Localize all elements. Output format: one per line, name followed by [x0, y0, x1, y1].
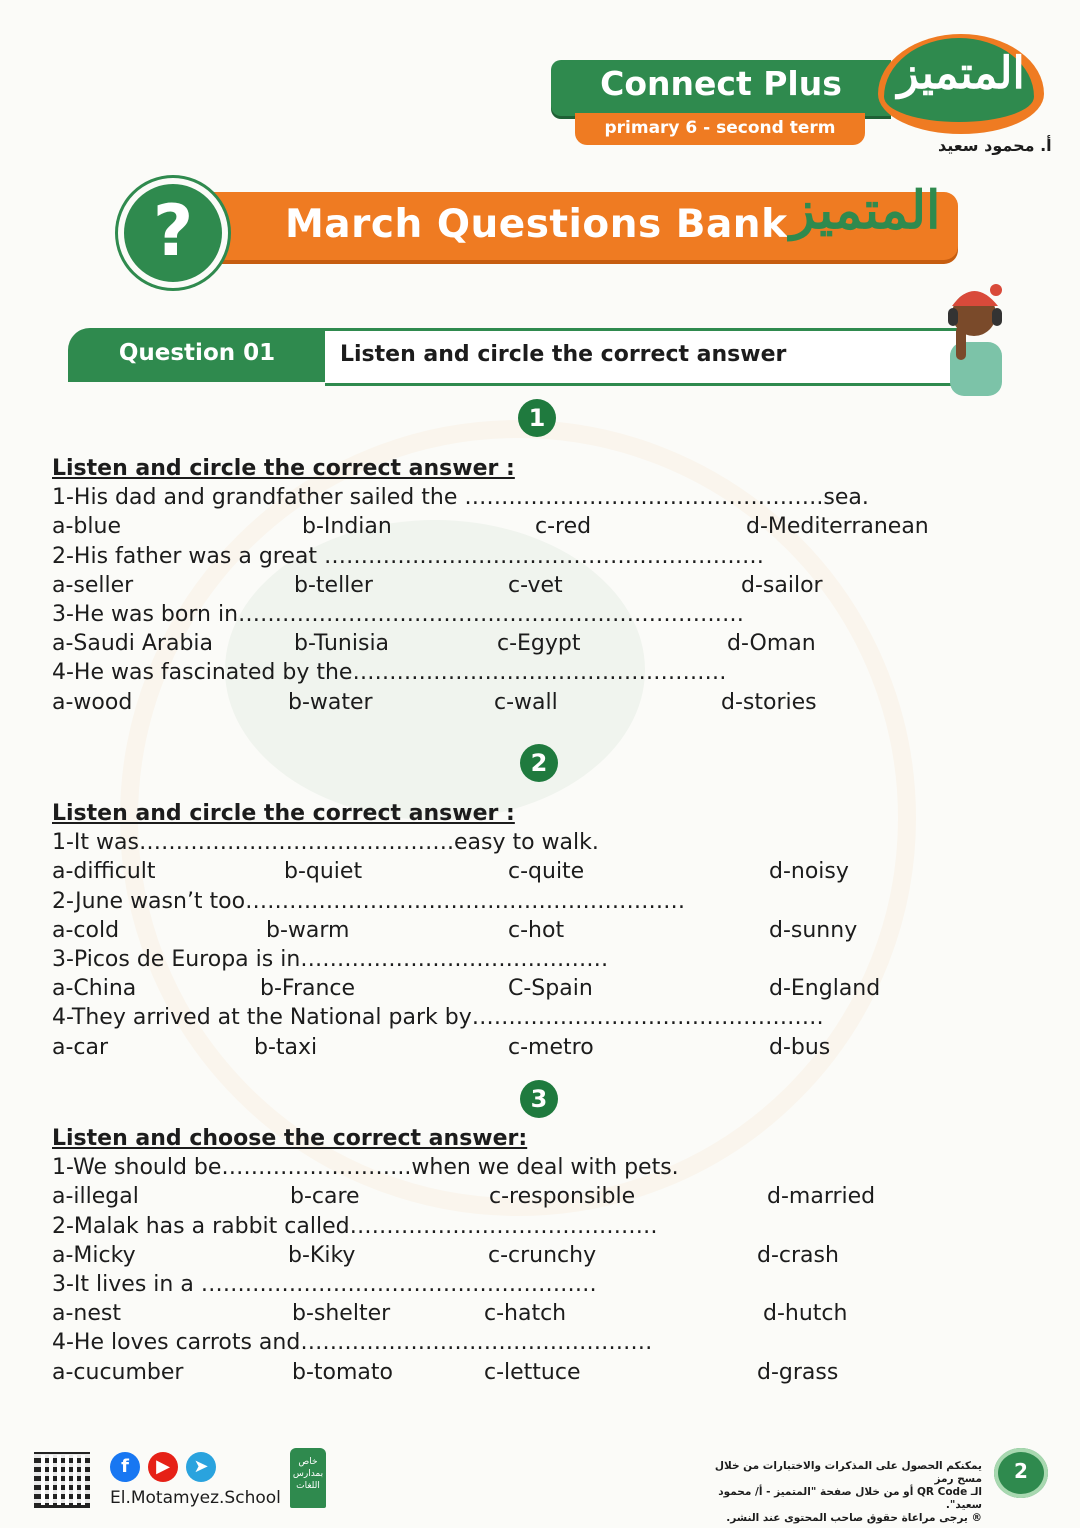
school-handle: El.Motamyez.School: [110, 1488, 281, 1508]
answer-option[interactable]: b-Indian: [302, 514, 392, 540]
section-title: Listen and circle the correct answer :: [52, 456, 515, 481]
banner-logo: المتميز: [790, 180, 941, 241]
page-number: 2: [994, 1448, 1048, 1498]
question-line: 3-He was born in……………………………………………………………: [52, 602, 745, 627]
answer-option[interactable]: d-noisy: [769, 859, 849, 885]
answer-option[interactable]: d-hutch: [763, 1301, 848, 1327]
answer-option[interactable]: a-Saudi Arabia: [52, 631, 214, 657]
answer-option[interactable]: d-grass: [757, 1359, 839, 1385]
answer-option[interactable]: b-Tunisia: [294, 631, 390, 657]
answer-option[interactable]: c-vet: [508, 572, 563, 598]
answer-option[interactable]: a-blue: [52, 514, 121, 540]
section-number-badge: 2: [520, 744, 558, 782]
answer-option[interactable]: a-illegal: [52, 1184, 139, 1210]
footer-note: [690, 1460, 982, 1525]
answer-option[interactable]: c-wall: [494, 689, 558, 715]
section-title: Listen and circle the correct answer :: [52, 801, 515, 826]
question-mark-icon: ?: [152, 190, 194, 272]
answer-option[interactable]: b-taxi: [254, 1034, 318, 1060]
brand-subtitle: primary 6 - second term: [604, 118, 836, 138]
answer-option[interactable]: c-hot: [508, 917, 565, 943]
brand-title: Connect Plus: [600, 64, 842, 103]
boy-with-headphones-illustration: [940, 280, 1010, 400]
question-line: 1-We should be……………………..when we deal with pets.: [52, 1155, 679, 1181]
answer-option[interactable]: d-Oman: [727, 631, 816, 657]
answer-option[interactable]: b-Kiky: [288, 1242, 356, 1268]
youtube-icon[interactable]: ▶: [148, 1452, 178, 1482]
answer-option[interactable]: c-lettuce: [484, 1359, 581, 1385]
answer-option[interactable]: b-quiet: [284, 859, 363, 885]
answer-option[interactable]: a-nest: [52, 1301, 121, 1327]
answer-option[interactable]: c-metro: [508, 1034, 594, 1060]
question-line: 1-His dad and grandfather sailed the ………………………………………….sea.: [52, 485, 869, 511]
answer-option[interactable]: b-water: [288, 689, 373, 715]
facebook-icon[interactable]: f: [110, 1452, 140, 1482]
answer-option[interactable]: a-China: [52, 976, 137, 1002]
brand-logo: المتميز: [897, 48, 1025, 99]
answer-option[interactable]: a-wood: [52, 689, 133, 715]
qr-code-pattern: [34, 1452, 90, 1508]
question-instruction: Listen and circle the correct answer: [340, 342, 787, 367]
answer-option[interactable]: d-bus: [769, 1034, 831, 1060]
answer-option[interactable]: c-Egypt: [497, 631, 581, 657]
question-line: 4-He loves carrots and…………………………………………: [52, 1330, 653, 1356]
answer-option[interactable]: d-married: [767, 1184, 876, 1210]
section-number-badge: 3: [520, 1080, 558, 1118]
answer-option[interactable]: c-responsible: [489, 1184, 636, 1210]
answer-option[interactable]: d-sailor: [741, 572, 823, 598]
answer-option[interactable]: a-cold: [52, 917, 120, 943]
answer-option[interactable]: b-shelter: [292, 1301, 391, 1327]
answer-option[interactable]: C-Spain: [508, 976, 593, 1002]
answer-option[interactable]: d-stories: [721, 689, 817, 715]
section-number-badge: 1: [518, 399, 556, 437]
answer-option[interactable]: c-hatch: [484, 1301, 567, 1327]
footer-note-line: الـ QR Code أو من خلال صفحة "المتميز - أ/ محمود سعيد".: [718, 1486, 982, 1511]
telegram-icon[interactable]: ➤: [186, 1452, 216, 1482]
answer-option[interactable]: b-France: [260, 976, 356, 1002]
answer-option[interactable]: b-tomato: [292, 1359, 393, 1385]
question-line: 3-It lives in a ………………………………………………: [52, 1272, 597, 1297]
footer-note-line: يمكنكم الحصول على المذكرات والاختبارات من خلال مسح رمز: [714, 1460, 982, 1485]
answer-option[interactable]: a-cucumber: [52, 1359, 184, 1385]
question-line: 4-They arrived at the National park by…………………………………………: [52, 1005, 824, 1031]
page-title: March Questions Bank: [285, 202, 788, 247]
question-line: 3-Picos de Europa is in……………………………………: [52, 947, 609, 972]
answer-option[interactable]: a-difficult: [52, 859, 156, 885]
answer-option[interactable]: a-seller: [52, 572, 134, 598]
question-line: 2-June wasn’t too……………………………………………………: [52, 888, 686, 914]
language-schools-badge: خاص بمدارس اللغات: [290, 1448, 326, 1508]
question-line: 4-He was fascinated by the……………………………………………: [52, 660, 727, 686]
answer-option[interactable]: c-crunchy: [488, 1242, 597, 1268]
answer-option[interactable]: c-quite: [508, 859, 585, 885]
footer-note-line: ® يرجى مراعاة حقوق صاحب المحتوى عند النشر.: [726, 1512, 982, 1524]
question-label: Question 01: [118, 340, 276, 366]
question-line: 2-His father was a great ……………………………………………………: [52, 543, 764, 569]
answer-option[interactable]: d-crash: [757, 1242, 839, 1268]
question-line: 1-It was…………………………………….easy to walk.: [52, 830, 599, 856]
question-line: 2-Malak has a rabbit called……………………………………: [52, 1213, 658, 1239]
answer-option[interactable]: d-sunny: [769, 917, 858, 943]
answer-option[interactable]: c-red: [535, 514, 592, 540]
answer-option[interactable]: b-teller: [294, 572, 373, 598]
answer-option[interactable]: d-Mediterranean: [746, 514, 929, 540]
section-title: Listen and choose the correct answer:: [52, 1126, 528, 1151]
answer-option[interactable]: b-warm: [266, 917, 350, 943]
answer-option[interactable]: b-care: [290, 1184, 360, 1210]
answer-option[interactable]: a-car: [52, 1034, 109, 1060]
answer-option[interactable]: a-Micky: [52, 1242, 136, 1268]
author-name: أ. محمود سعيد: [938, 136, 1052, 155]
answer-option[interactable]: d-England: [769, 976, 881, 1002]
